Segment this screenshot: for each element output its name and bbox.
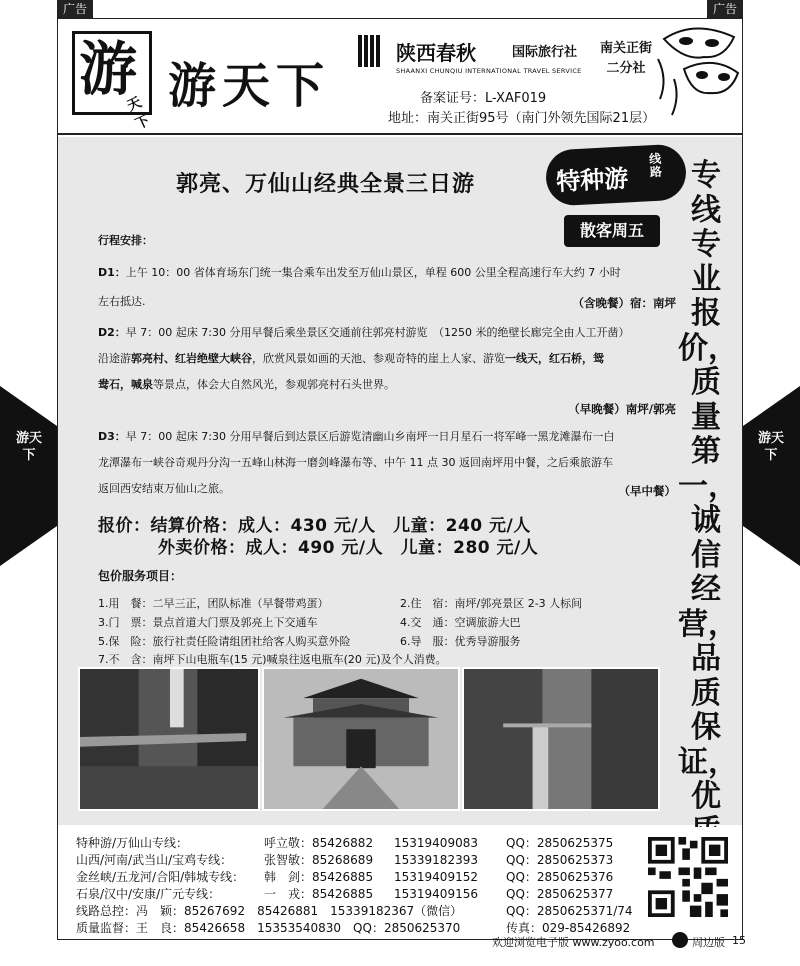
contact-name: 呼立敬：85426882 (264, 836, 374, 850)
contact-list (58, 827, 742, 939)
canyon-photo (462, 667, 660, 811)
day1-text: 上午 10：00 省体育场东门统一集合乘车出发至万仙山景区，单程 600 公里全程高速行车大约 7 小时 (125, 266, 621, 279)
slogan: 专线专业报价，质量第一，诚信经营，品质保证，优 (678, 158, 738, 814)
day2-text-b: ，欣赏风景如画的天池、参观奇特的崖上人家、游览 (252, 352, 505, 365)
day1-meal: （含晚餐）宿：南坪 (572, 296, 676, 310)
agency-logo-icon (358, 35, 388, 75)
agency-name: 陕西春秋 (396, 41, 476, 65)
itinerary-panel (58, 137, 742, 825)
ad-label-right: 广告 (707, 0, 743, 18)
logo-subtext: 天下 (124, 94, 153, 134)
contact-qq: QQ：2850625376 (506, 870, 614, 884)
service-item: 2.住 宿：南坪/郭亮景区 2-3 人标间 (400, 597, 583, 610)
ad-page (57, 18, 743, 940)
contact-name: 韩 剑：85426885 (264, 870, 374, 884)
route-title: 郭亮、万仙山经典全景三日游 (176, 171, 476, 197)
footer-edition: 周边版 (692, 936, 725, 949)
price-settlement: 报价：结算价格：成人：430 元/人 儿童：240 元/人 (98, 516, 531, 536)
day2-line2 (98, 347, 664, 371)
agency-suffix: 国际旅行社 (512, 45, 578, 60)
day3-line2: 龙潭瀑布一峡谷奇观丹分沟一五峰山林海一磨剑峰瀑布等、中午 11 点 30 返回南坪用中餐，之后乘旅游车 (98, 456, 613, 469)
day2-highlight-3: 鸯石，喊泉 (98, 378, 153, 391)
right-side-label: 游天下 (757, 431, 784, 463)
contact-mobile: 15319409083 (394, 836, 478, 850)
contact-mobile: 15319409152 (394, 870, 478, 884)
contact-line: 石泉/汉中/安康/广元专线： (76, 887, 221, 901)
ad-header (58, 19, 742, 135)
license-number: 备案证号：L-XAF019 (420, 91, 547, 106)
contact-line: 线路总控：冯 颖：85267692 85426881 15339182367（微信） (76, 904, 463, 918)
gate-tower-photo (262, 667, 460, 811)
contact-line: 特种游/万仙山专线： (76, 836, 189, 850)
day2-text-c: 等景点，体会大自然风光，参观郭亮村石头世界。 (153, 378, 395, 391)
contact-qq: QQ：2850625377 (506, 887, 614, 901)
day3-text: 早 7：00 起床 7:30 分用早餐后到达景区后游览清幽山乡南坪一日月星石一将军峰一黑龙滩瀑布一白 (125, 430, 615, 443)
day3-line3: 返回西安结束万仙山之旅。 (98, 482, 230, 495)
footer-website: 欢迎浏览电子版 www.zyoo.com (492, 936, 655, 949)
day2-line1 (98, 321, 664, 345)
service-item: 7.不 含：南坪下山电瓶车(15 元)喊泉往返电瓶车(20 元)及个人消费。 (98, 653, 447, 666)
special-tour-badge (545, 143, 688, 206)
footer-logo-icon (672, 932, 688, 948)
contact-qq: QQ：2850625373 (506, 853, 614, 867)
day2-text: 早 7：00 起床 7:30 分用早餐后乘坐景区交通前往郭亮村游览 （1250 米的绝壁长廊完全由人工开凿） (125, 326, 630, 339)
departure-badge: 散客周五 (564, 215, 660, 247)
contact-mobile: 15319409156 (394, 887, 478, 901)
day3-meal: （早中餐） (618, 484, 676, 498)
special-tour-sublabel: 线路 (648, 151, 663, 180)
waterfall-photo (78, 667, 260, 811)
day2-label: D2： (98, 326, 126, 339)
agency-english-name: SHAANXI CHUNQIU INTERNATIONAL TRAVEL SERVICE (396, 67, 582, 75)
services-heading: 包价服务项目： (98, 569, 183, 583)
page-footer (0, 928, 800, 952)
contact-qq: QQ：2850625375 (506, 836, 614, 850)
day2-highlight-1: 郭亮村、红岩绝壁大峡谷 (131, 352, 252, 365)
contact-mobile: 15339182393 (394, 853, 478, 867)
qr-code-icon (648, 837, 728, 917)
price-retail: 外卖价格：成人：490 元/人 儿童：280 元/人 (158, 538, 539, 558)
itinerary-heading: 行程安排： (98, 234, 153, 247)
day1-line2: 左右抵达. (98, 295, 146, 308)
right-side-tab (743, 386, 800, 566)
contact-name: 张智敏：85268689 (264, 853, 374, 867)
brand-name: 游天下 (168, 58, 331, 114)
day2-line3 (98, 373, 664, 397)
day1-line1 (98, 261, 664, 285)
left-side-label: 游天下 (15, 431, 42, 463)
contact-line: 质量监督：王 良：85426658 15353540830 QQ：2850625370 (76, 921, 461, 935)
branch-line-1: 南关正街 (599, 41, 652, 56)
branch-name (598, 39, 654, 79)
photo-strip (78, 667, 724, 815)
service-item: 5.保 险：旅行社责任险请组团社给客人购买意外险 (98, 635, 351, 648)
logo-glyph: 游 (79, 35, 138, 103)
service-item: 1.用 餐：二早三正，团队标准（早餐带鸡蛋） (98, 597, 329, 610)
contact-qq: QQ：2850625371/74 (506, 904, 633, 918)
logo (72, 31, 153, 134)
agency-address: 地址：南关正街95号（南门外领先国际21层） (388, 111, 656, 126)
contact-fax: 传真：029-85426892 (506, 921, 631, 935)
branch-line-2: 二分社 (606, 61, 646, 76)
contact-name: 一 戎：85426885 (264, 887, 374, 901)
contact-line: 金丝峡/五龙河/合阳/韩城专线： (76, 870, 245, 884)
service-item: 6.导 服：优秀导游服务 (400, 635, 521, 648)
day3-line1 (98, 425, 664, 449)
contact-line: 山西/河南/武当山/宝鸡专线： (76, 853, 233, 867)
service-item: 3.门 票：景点首道大门票及郭亮上下交通车 (98, 616, 318, 629)
mask-decoration-icon (654, 19, 742, 119)
special-tour-label: 特种游 (555, 164, 629, 197)
service-item: 4.交 通：空调旅游大巴 (400, 616, 521, 629)
day3-label: D3： (98, 430, 126, 443)
page-number: 15 (732, 934, 746, 947)
day2-meal: （早晚餐）南坪/郭亮 (568, 402, 676, 416)
day2-text-a: 沿途游 (98, 352, 131, 365)
day1-label: D1： (98, 266, 126, 279)
left-side-tab (0, 386, 57, 566)
day2-highlight-2: 一线天，红石桥，鸳 (505, 352, 604, 365)
ad-label-left: 广告 (57, 0, 93, 18)
